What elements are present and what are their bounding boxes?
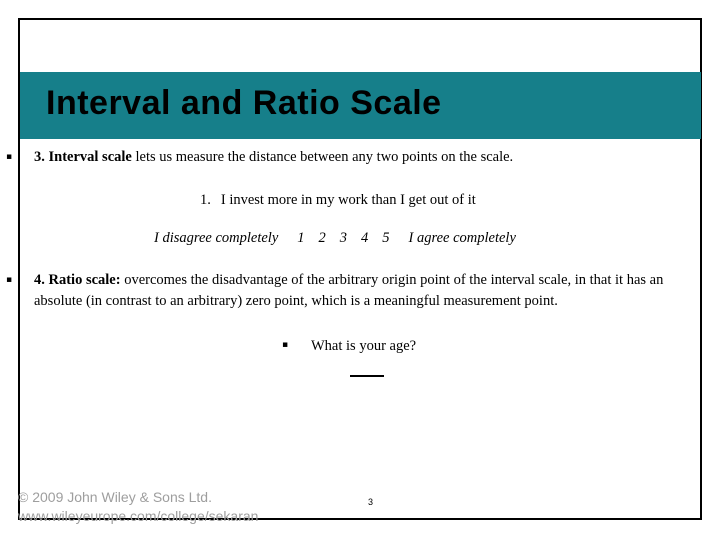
likert-scale	[154, 228, 516, 248]
bullet-icon: ▪	[6, 152, 13, 162]
example-number: 1.	[200, 192, 211, 208]
likert-left-label: I disagree completely	[154, 230, 279, 246]
point-ratio-scale-text: overcomes the disadvantage of the arbitrary origin point of the interval scale, in that it has an absolute (in contrast to an arbitrary) zero point, which is a meaningful measurement point.	[34, 272, 664, 309]
example-item	[200, 190, 476, 211]
answer-blank-line	[350, 375, 384, 377]
page-number: 3	[368, 497, 374, 507]
likert-option: 3	[339, 230, 348, 246]
point-interval-scale-lead: 3. Interval scale	[34, 149, 132, 165]
likert-option: 5	[382, 230, 390, 246]
publisher-url: www.wileyeurope.com/college/sekaran	[18, 508, 259, 524]
slide-title: Interval and Ratio Scale	[46, 84, 442, 122]
point-ratio-scale-lead: 4. Ratio scale:	[34, 272, 121, 288]
likert-option: 4	[361, 230, 369, 246]
footer-copyright	[18, 488, 258, 526]
copyright-text: © 2009 John Wiley & Sons Ltd.	[18, 489, 212, 505]
likert-option: 1	[297, 230, 305, 246]
point-ratio-scale	[34, 270, 694, 312]
point-interval-scale-text: lets us measure the distance between any two points on the scale.	[131, 149, 514, 165]
bullet-icon: ▪	[6, 275, 13, 285]
bullet-icon: ▪	[282, 340, 289, 350]
example-text: I invest more in my work than I get out of it	[220, 192, 476, 208]
point-interval-scale	[34, 147, 694, 168]
likert-right-label: I agree completely	[408, 230, 516, 246]
age-question: What is your age?	[311, 338, 417, 354]
likert-option: 2	[318, 230, 326, 246]
